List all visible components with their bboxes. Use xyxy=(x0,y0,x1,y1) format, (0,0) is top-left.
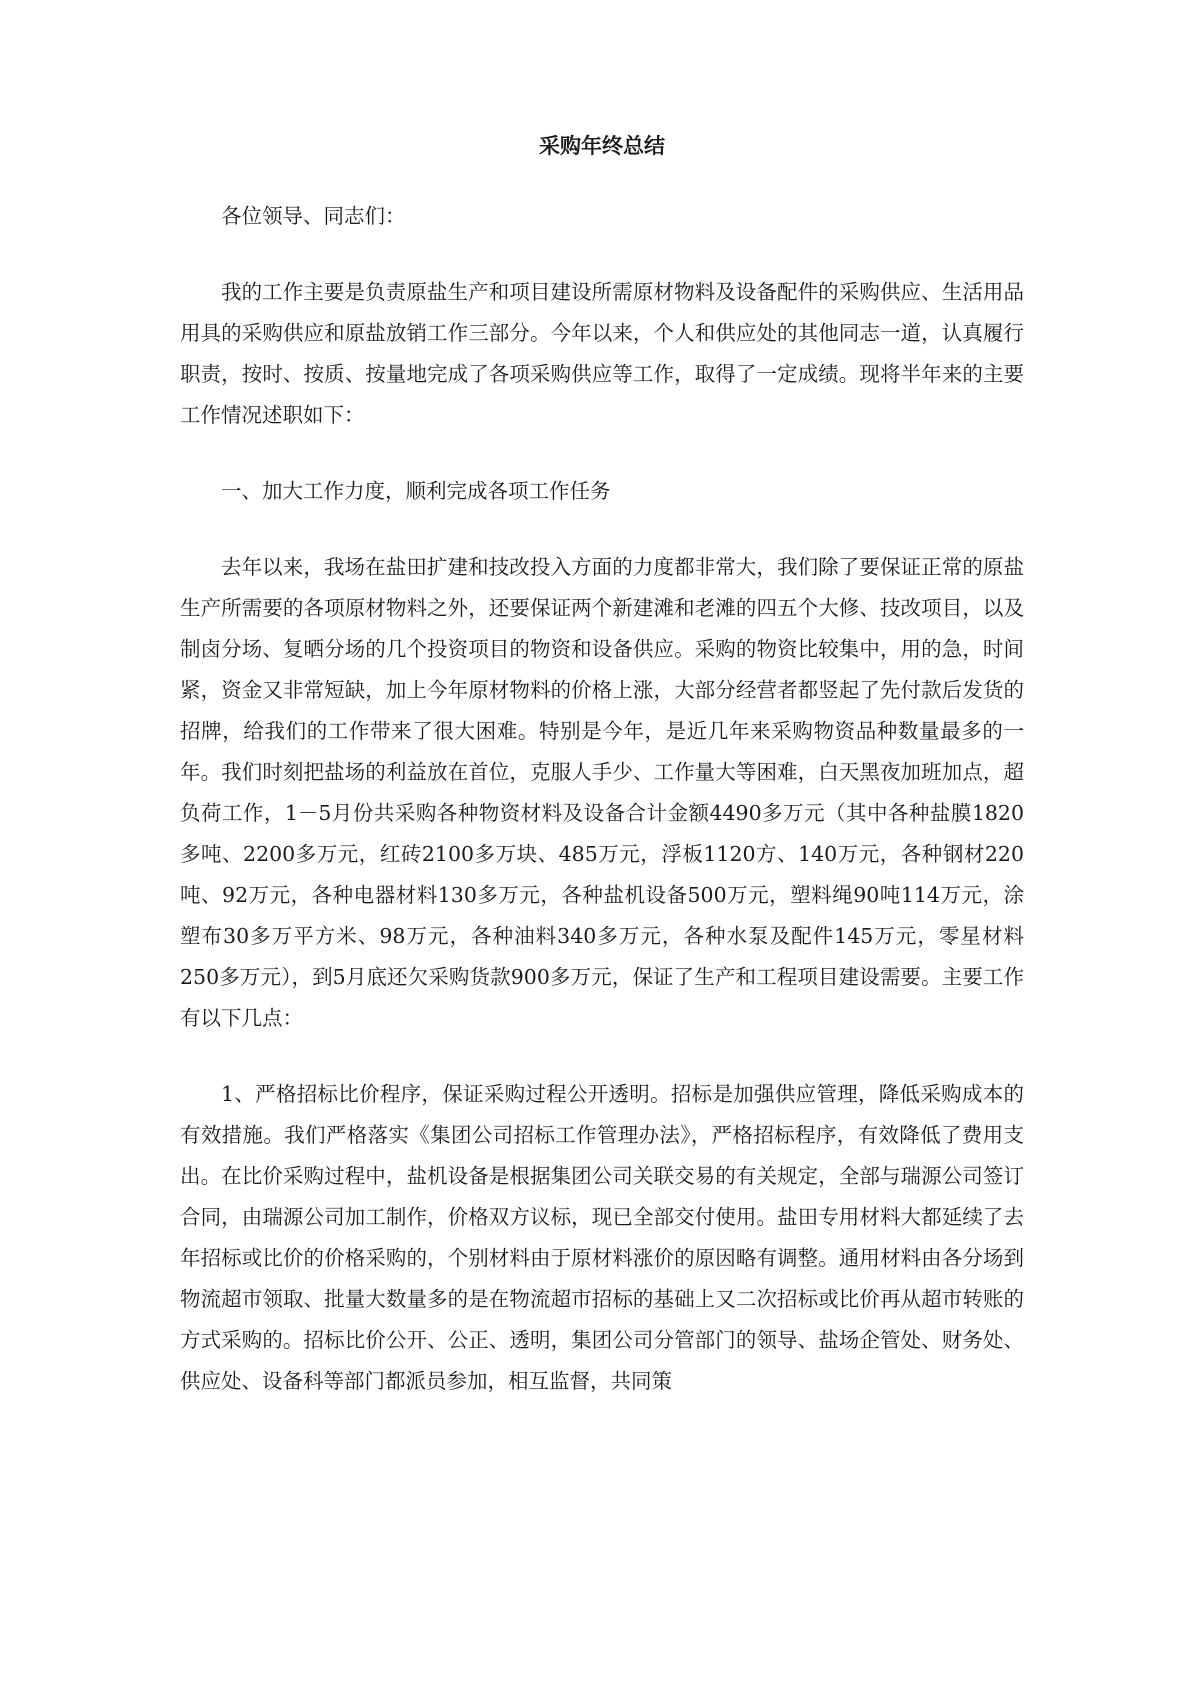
document-page xyxy=(180,130,1024,1437)
greeting: 各位领导、同志们： xyxy=(221,204,406,228)
section-heading-1: 一、加大工作力度，顺利完成各项工作任务 xyxy=(221,479,611,503)
paragraph-intro: 我的工作主要是负责原盐生产和项目建设所需原材物料及设备配件的采购供应、生活用品用具的采购供应和原盐放销工作三部分。今年以来，个人和供应处的其他同志一道，认真履行职责，按时、按质、按量地完成了各项采购供应等工作，取得了一定成绩。现将半年来的主要工作情况述职如下： xyxy=(180,280,1024,427)
document-title: 采购年终总结 xyxy=(539,134,665,158)
paragraph-procurement-overview: 去年以来，我场在盐田扩建和技改投入方面的力度都非常大，我们除了要保证正常的原盐生产所需要的各项原材物料之外，还要保证两个新建滩和老滩的四五个大修、技改项目，以及制卤分场、复晒分场的几个投资项目的物资和设备供应。采购的物资比较集中，用的急，时间紧，资金又非常短缺，加上今年原材物料的价格上涨，大部分经营者都竖起了先付款后发货的招牌，给我们的工作带来了很大困难。特别是今年，是近几年来采购物资品种数量最多的一年。我们时刻把盐场的利益放在首位，克服人手少、工作量大等困难，白天黑夜加班加点，超负荷工作，1－5月份共采购各种物资材料及设备合计金额4490多万元（其中各种盐膜1820多吨、2200多万元，红砖2100多万块、485万元，浮板1120方、140万元，各种钢材220吨、92万元，各种电器材料130多万元，各种盐机设备500万元，塑料绳90吨114万元，涂塑布30多万平方米、98万元，各种油料340多万元，各种水泵及配件145万元，零星材料250多万元），到5月底还欠采购货款900多万元，保证了生产和工程项目建设需要。主要工作有以下几点： xyxy=(180,555,1024,1030)
paragraph-bidding-process: 1、严格招标比价程序，保证采购过程公开透明。招标是加强供应管理，降低采购成本的有效措施。我们严格落实《集团公司招标工作管理办法》，严格招标程序，有效降低了费用支出。在比价采购过程中，盐机设备是根据集团公司关联交易的有关规定，全部与瑞源公司签订合同，由瑞源公司加工制作，价格双方议标，现已全部交付使用。盐田专用材料大都延续了去年招标或比价的价格采购的，个别材料由于原材料涨价的原因略有调整。通用材料由各分场到物流超市领取、批量大数量多的是在物流超市招标的基础上又二次招标或比价再从超市转账的方式采购的。招标比价公开、公正、透明，集团公司分管部门的领导、盐场企管处、财务处、供应处、设备科等部门都派员参加，相互监督，共同策 xyxy=(180,1082,1024,1393)
